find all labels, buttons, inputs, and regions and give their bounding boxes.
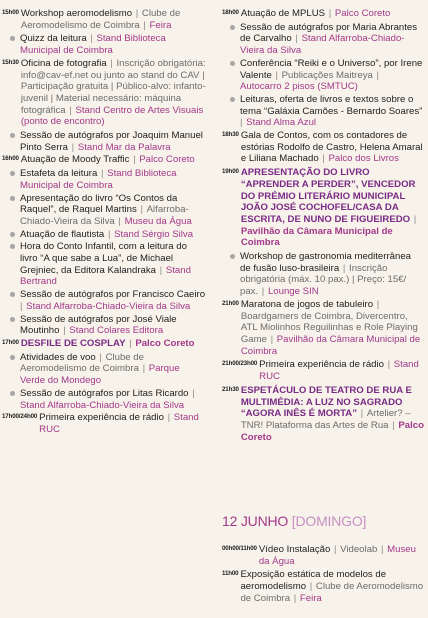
event-time [2,412,37,423]
event-info: Publicações Maitreya [281,69,373,81]
program-subitem [230,251,424,298]
event-text [20,289,207,312]
event-title: Primeira experiência de rádio [39,412,164,424]
event-time [2,154,19,165]
event-text [21,8,207,31]
event-title: Hora do Conto Infantil, com a leitura do livro “A que sabe a Lua”, de Michael Grejniec, da Editora Kalandraka [20,241,187,276]
separator: | [259,286,267,298]
event-title: DESFILE DE COSPLAY [20,337,126,349]
program-subitem [10,193,207,228]
event-title: Atuação de MPLUS [240,8,326,19]
event-title: Sessão de autógrafos por Litas Ricardo [20,387,189,399]
program-subitem [230,58,424,93]
event-text [240,251,424,298]
event-hour: 15h [2,58,13,66]
separator: | [326,8,334,19]
event-minutes: 00 [12,338,19,346]
event-text [20,314,207,337]
program-column-left [2,8,207,438]
event-info: Alfarroba-Chiado-Vieira da Silva [20,204,189,227]
separator: | [157,264,165,276]
separator: | [96,351,105,363]
event-place: Palco Coreto [139,154,195,166]
event-title: Conferência “Reiki e o Universo”, por Irene Valente [240,57,423,81]
event-minutes: 30 [232,131,239,139]
bullet-icon [230,25,235,30]
separator: | [69,141,77,153]
event-minutes: 00 [231,570,239,578]
event-info: Clube de Aeromodelismo de Coimbra [20,351,144,375]
event-text [259,544,424,567]
program-subitem [10,314,207,337]
event-hour: 21h [222,385,233,393]
program-entry [2,154,207,166]
program-entry [222,359,424,382]
program-subitem [10,352,207,387]
event-text [259,359,424,382]
event-hour: 19h [222,168,233,176]
program-subitem [10,289,207,312]
separator: | [137,204,146,216]
event-time [2,8,19,19]
event-place: Stand Alfarroba-Chiado-Vieira da Silva [240,33,405,57]
event-minutes: 00 [232,9,239,16]
bullet-icon [10,196,15,201]
event-hour: 15h [2,9,13,16]
event-title: Sessão de autógrafos por José Viale Moutinho [20,313,177,337]
event-text [20,241,207,288]
event-title: ESPETÁCULO DE TEATRO DE RUA E MULTIMÉDIA: A LUZ NO SAGRADO “AGORA INÊS É MORTA” [240,384,412,420]
separator: | [267,333,276,345]
event-text [240,58,424,93]
separator: | [164,412,173,424]
event-time [2,338,19,349]
event-minutes: 00 [30,413,38,421]
event-place: Stand Alma Azul [246,117,317,129]
bullet-icon [10,171,15,176]
program-subitem [10,229,207,241]
separator: | [115,215,124,227]
separator: | [384,359,393,371]
bullet-icon [230,61,235,66]
event-info: Inscrição obrigatória (máx. 10 pax.) | Preço: 15€/ pax. [240,262,407,298]
event-text [20,130,207,153]
event-place: Autocarro 2 pisos (SMTUC) [240,81,358,93]
event-hour: 18h [222,9,233,16]
event-hour: 21h00/23h [222,360,251,368]
event-minutes: 00 [232,168,239,176]
program-entry [2,58,207,128]
event-text [241,167,424,249]
separator: | [87,33,96,45]
program-entry [222,385,424,444]
event-place: Stand RUC [39,412,199,435]
event-place: Museu da Água [124,215,192,227]
separator: | [374,298,380,310]
separator: | [389,419,398,431]
event-info: Artelier? – TNR! Plataforma das Artes de Rua [240,408,411,431]
event-place: Parque Verde do Mondego [20,363,180,387]
event-minutes: 00 [232,299,239,307]
event-title: Workshop aeromodelismo [20,8,133,19]
program-subitem [10,130,207,153]
event-minutes: 00 [250,545,257,552]
separator: | [60,325,69,337]
event-text [20,352,207,387]
bullet-icon [10,292,15,297]
event-place: Stand Alfarroba-Chiado-Vieira da Silva [20,399,185,411]
separator: | [272,69,281,81]
event-text [241,385,424,444]
event-title: Maratona de jogos de tabuleiro [240,298,374,310]
event-title: Quizz da leitura [20,33,87,45]
bullet-icon [10,355,15,360]
program-entry [222,8,424,20]
event-place: Pavilhão da Câmara Municipal de Coimbra [240,333,421,357]
event-time [222,167,239,178]
event-hour: 16h [2,155,13,163]
event-text [240,94,424,129]
event-title: APRESENTAÇÃO DO LIVRO “APRENDER A PERDER”, VENCEDOR DO PRÉMIO LITERÁRIO MUNICIPAL JOÃO JOSÉ COCHOFEL/CASA DA ESCRITA, DE NUNO DE FIGUEIREDO [240,167,416,225]
bullet-icon [10,232,15,237]
day-label: 12 JUNHO [222,513,289,529]
event-minutes: 30 [232,385,239,393]
event-text [20,33,207,56]
event-place: Stand Biblioteca Municipal de Coimbra [20,168,177,191]
separator: | [140,19,149,31]
event-time [222,385,239,396]
program-entry [222,299,424,358]
event-title: Apresentação do livro “Os Contos da Raquel”, de Raquel Martins [20,192,178,216]
event-title: Sessão de autógrafos por Maria Abrantes de Carvalho [240,21,418,45]
event-place: Pavilhão da Câmara Municipal de Coimbra [240,225,393,249]
event-place: Museu da Água [258,544,416,567]
program-subitem [10,388,207,411]
program-subitem [230,22,424,57]
separator: | [378,544,387,555]
program-subitem [10,241,207,288]
event-text [21,154,195,166]
day-name: [DOMINGO] [291,513,367,529]
separator: | [130,154,139,166]
event-text [241,130,424,165]
event-hour: 00h00/11h [222,545,251,552]
event-minutes: 00 [12,155,19,163]
event-text [240,22,424,57]
event-text [20,388,207,411]
program-subitem [10,168,207,191]
event-hour: 21h [222,299,233,307]
event-title: Gala de Contos, com os contadores de estórias Rodolfo de Castro, Helena Amaral e Liliana Machado [240,130,423,165]
event-info: Boardgamers de Coimbra, Divercentro, ATL Miolinhos Reguilinhas e Role Playing Game [240,310,418,345]
event-place: Palco Coreto [135,337,195,349]
event-place: Palco Coreto [240,419,424,443]
event-place: Stand Biblioteca Municipal de Coimbra [20,33,166,57]
program-entry [2,412,207,435]
separator: | [126,337,135,349]
event-title: Vídeo Instalação [258,544,331,555]
separator: | [373,69,380,81]
program-entry [2,338,207,350]
bullet-icon [230,254,235,259]
program-entry [2,8,207,31]
event-title: Atuação de flautista [20,228,105,240]
event-title: Sessão de autógrafos por Francisco Caeiro [20,289,206,301]
event-time [222,544,257,555]
event-place: Stand Mar da Palavra [77,141,171,153]
day-header [222,513,366,530]
bullet-icon [10,36,15,41]
bullet-icon [10,244,15,249]
program-column-right [222,8,424,445]
separator: | [411,213,417,225]
event-place: Stand Centro de Artes Visuais (ponto de encontro) [20,104,204,128]
event-minutes: 00 [250,360,258,368]
separator: | [105,228,114,240]
event-title: Estafeta da leitura [20,168,98,180]
event-info: Videolab [340,544,378,555]
event-hour: 17h00/24h [2,413,31,421]
event-title: Primeira experiência de rádio [259,359,384,371]
program-entry [222,544,424,567]
event-minutes: 30 [12,58,19,66]
bullet-icon [230,97,235,102]
event-minutes: 00 [12,9,19,16]
event-text [20,168,207,191]
bullet-icon [10,133,15,138]
separator: | [20,300,26,312]
separator: | [340,262,349,274]
event-title: Workshop de gastronomia mediterrânea de fusão luso-brasileira [240,251,412,274]
event-text [241,8,391,20]
event-text [240,569,424,604]
event-info: Inscrição obrigatória: info@cav-ef.net ou junto ao stand do CAV | Participação gratuita | Público-alvo: infanto-juvenil | Material necessário: máquina fotográfica [20,57,206,116]
separator: | [319,153,328,165]
program-subitem [230,94,424,129]
event-place: Feira [299,592,322,604]
event-place: Stand Bertrand [20,264,191,288]
event-time [222,299,239,310]
event-time [2,58,19,69]
event-place: Stand Sérgio Silva [114,228,194,240]
separator: | [98,168,107,180]
separator: | [107,57,116,69]
event-text [39,412,207,435]
event-title: Oficina de fotografia [20,57,107,69]
event-title: Exposição estática de modelos de aeromodelismo [240,569,387,593]
event-place: Stand Colares Editora [69,325,164,337]
program-entry [222,167,424,249]
event-time [222,359,257,370]
event-time [222,8,239,19]
event-place: Lounge SIN [267,286,319,298]
event-info: Clube de Aeromodelismo de Coimbra [240,581,424,604]
event-text [241,299,424,358]
day-entries [222,544,424,607]
event-text [20,229,193,241]
separator: | [66,104,75,116]
event-title: Sessão de autógrafos por Joaquim Manuel Pinto Serra [20,130,203,153]
event-info: Clube de Aeromodelismo de Coimbra [20,8,181,31]
event-place: Palco dos Livros [328,153,399,165]
program-entry [222,569,424,604]
separator: | [358,408,366,420]
event-text [21,338,195,350]
separator: | [291,592,299,604]
separator: | [292,33,301,45]
event-title: Atuação de Moody Traffic [20,154,130,166]
event-place: Stand Alfarroba-Chiado-Vieira da Silva [26,300,191,312]
program-subitem [10,33,207,56]
separator: | [189,387,195,399]
event-place: Stand RUC [259,359,419,383]
separator: | [331,544,340,555]
bullet-icon [10,317,15,322]
event-text [21,58,207,128]
event-time [222,569,238,580]
event-title: Leituras, oferta de livros e textos sobre o tema “Galáxia Camões - Bernardo Soares” [240,93,423,117]
event-title: Atividades de voo [20,351,96,363]
event-text [20,193,207,228]
event-place: Palco Coreto [334,8,391,19]
event-time [222,130,239,141]
bullet-icon [10,391,15,396]
program-entry [222,130,424,165]
separator: | [133,8,141,19]
event-hour: 17h [2,338,13,346]
event-hour: 18h [222,131,233,139]
separator: | [307,581,315,593]
separator: | [139,363,148,375]
separator: | [240,117,246,129]
event-hour: 11h [222,570,232,578]
event-place: Feira [149,19,172,31]
